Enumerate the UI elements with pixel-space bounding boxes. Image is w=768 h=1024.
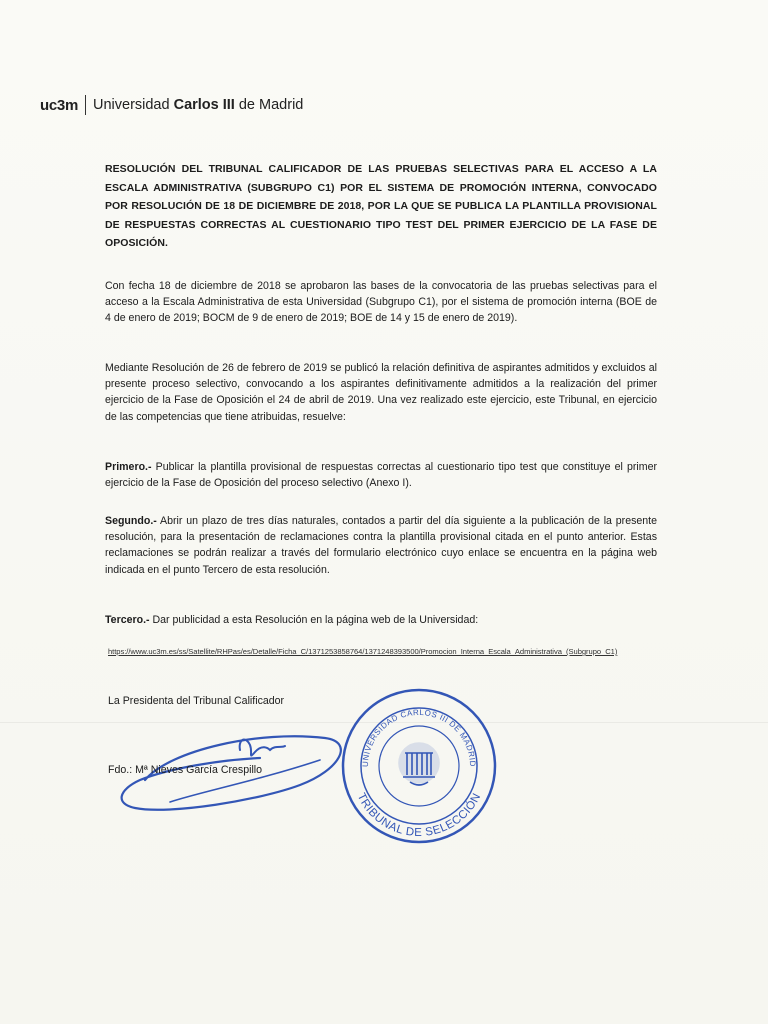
university-name: Universidad Carlos III de Madrid <box>93 97 304 113</box>
tercero-text: Dar publicidad a esta Resolución en la página web de la Universidad: <box>149 614 479 626</box>
logo-divider <box>85 95 86 115</box>
paragraph-primero <box>105 459 657 491</box>
primero-text: Publicar la plantilla provisional de respuestas correctas al cuestionario tipo test que constituye el primer ejercicio de la Fase de Oposición del proceso selectivo (Anexo I). <box>105 461 657 490</box>
signer-name: Fdo.: Mª Nieves García Crespillo <box>108 764 263 776</box>
signer-role: La Presidenta del Tribunal Calificador <box>108 695 285 707</box>
seal-bottom-text: TRIBUNAL DE SELECCIÓN <box>354 791 484 840</box>
paragraph-resolution: Mediante Resolución de 26 de febrero de 2019 se publicó la relación definitiva de aspirantes admitidos y excluidos al presente proceso selectivo, convocando a los aspirantes definitivamente admitidos a la realización del primer ejercicio de la Fase de Oposición el 24 de abril de 2019. Una vez realizado este ejercicio, este Tribunal, en ejercicio de las competencias que tiene atribuidas, resuelve: <box>105 362 657 423</box>
paragraph-background: Con fecha 18 de diciembre de 2018 se aprobaron las bases de la convocatoria de las pruebas selectivas para el acceso a la Escala Administrativa de esta Universidad (Subgrupo C1), por el sistema de promoción interna (BOE de 4 de enero de 2019; BOCM de 9 de enero de 2019; BOE de 14 y 15 de enero de 2019). <box>105 280 657 325</box>
tribunal-seal <box>340 687 498 845</box>
segundo-label: Segundo.- <box>105 515 157 527</box>
paragraph-segundo <box>105 513 657 578</box>
university-emblem-icon <box>399 743 439 785</box>
resolution-title: RESOLUCIÓN DEL TRIBUNAL CALIFICADOR DE LAS PRUEBAS SELECTIVAS PARA EL ACCESO A LA ESCALA ADMINISTRATIVA (SUBGRUPO C1) POR EL SISTEMA DE PROMOCIÓN INTERNA, CONVOCADO POR RESOLUCIÓN DE 18 DE DICIEMBRE DE 2018, POR LA QUE SE PUBLICA LA PLANTILLA PROVISIONAL DE RESPUESTAS CORRECTAS AL CUESTIONARIO TIPO TEST DEL PRIMER EJERCICIO DE LA FASE DE OPOSICIÓN. <box>105 163 657 249</box>
university-web-link[interactable]: https://www.uc3m.es/ss/Satellite/RHPas/es/Detalle/Ficha_C/1371253858764/1371248393500/Promocion_Interna_Escala_Administrativa_(Subgrupo_C1) <box>108 647 618 656</box>
primero-label: Primero.- <box>105 461 152 473</box>
paragraph-tercero <box>105 612 657 628</box>
seal-top-text: UNIVERSIDAD CARLOS III DE MADRID <box>360 707 478 768</box>
letterhead <box>40 95 303 115</box>
tercero-label: Tercero.- <box>105 614 150 626</box>
segundo-text: Abrir un plazo de tres días naturales, contados a partir del día siguiente a la publicación de la presente resolución, para la presentación de reclamaciones contra la plantilla provisional citada en el punto anterior. Estas reclamaciones se podrán realizar a través del formulario electrónico cuyo enlace se encuentra en la página web indicada en el punto Tercero de esta resolución. <box>105 515 657 576</box>
uc3m-logo: uc3m <box>40 96 78 114</box>
